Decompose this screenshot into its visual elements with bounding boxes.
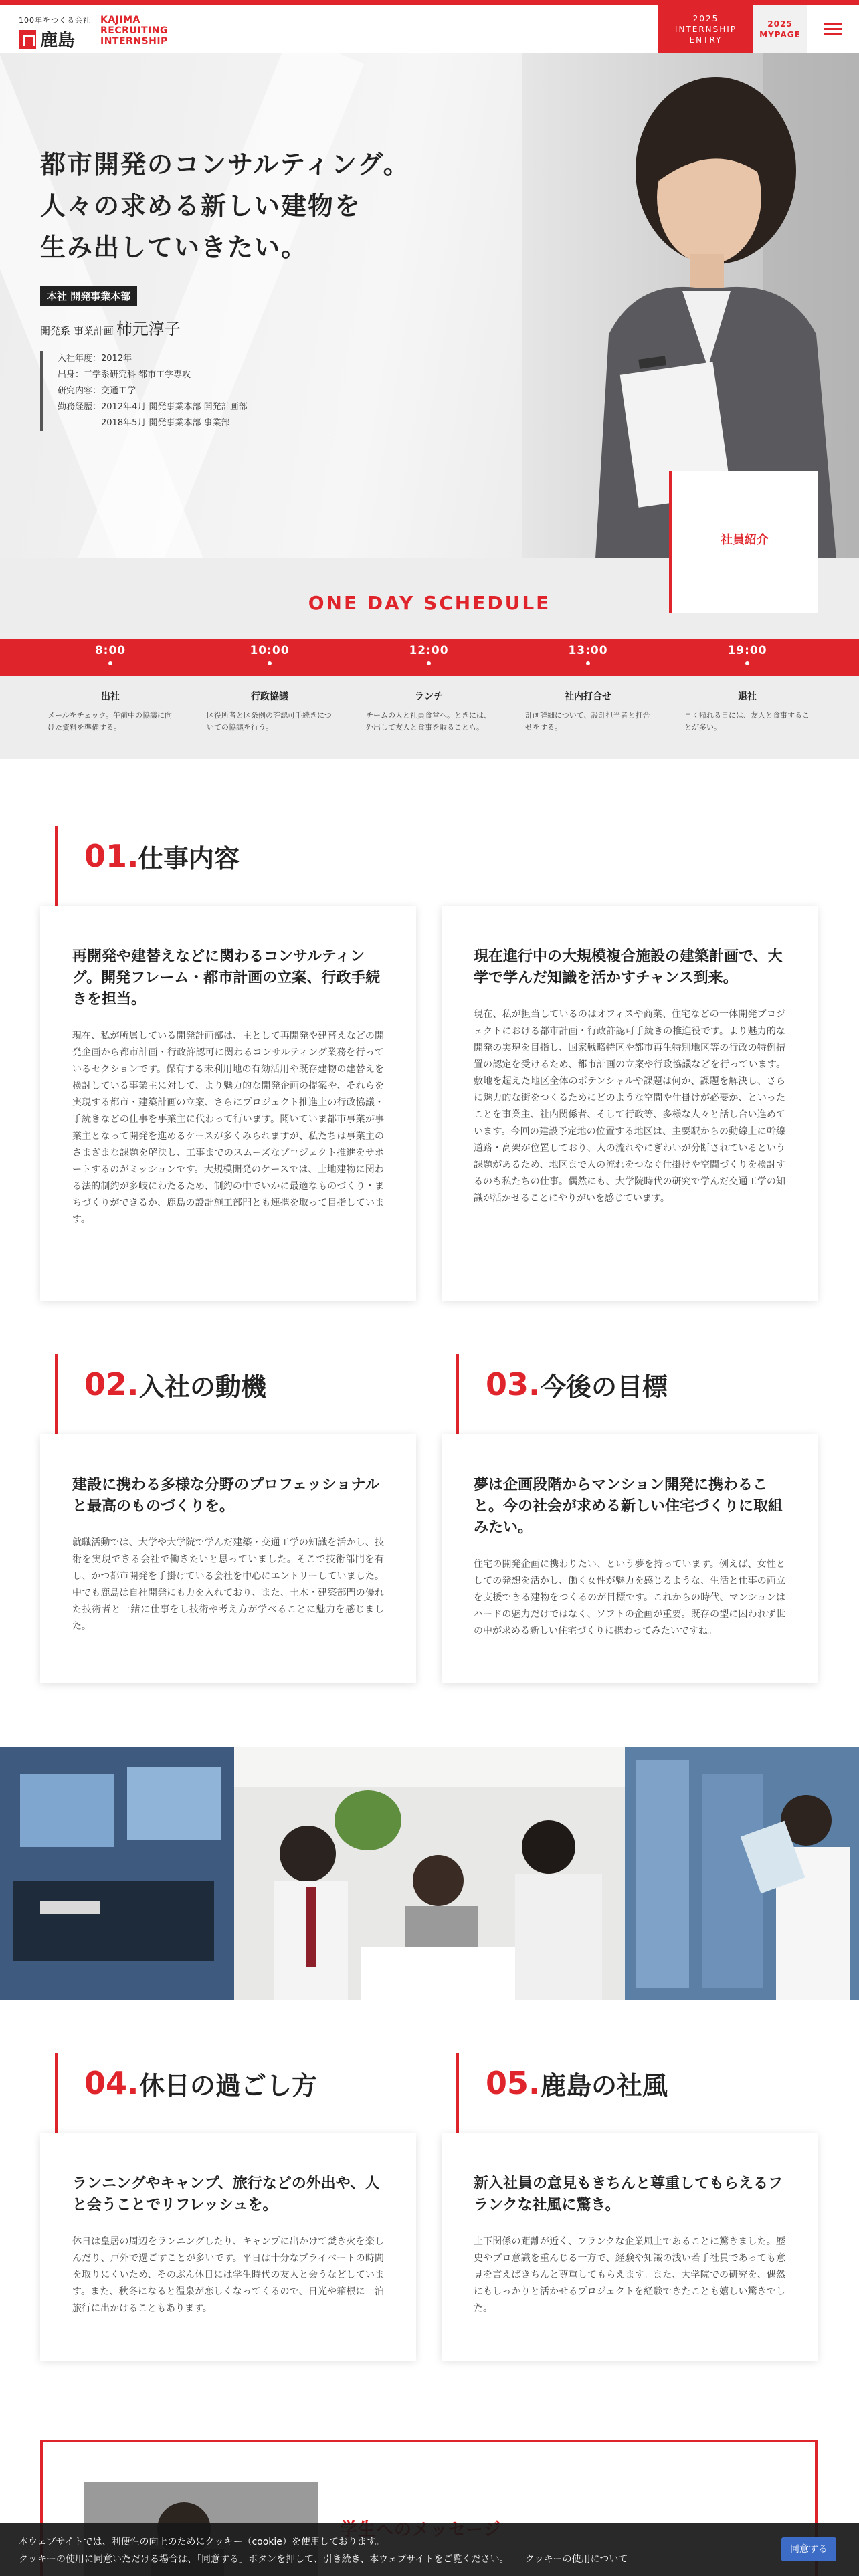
- schedule-item-desc: 計画詳細について、設計担当者と打合せをする。: [525, 711, 650, 732]
- cookie-agree-button[interactable]: 同意する: [781, 2537, 836, 2561]
- schedule-time: 13:00: [568, 644, 608, 657]
- schedule-title: ONE DAY SCHEDULE: [308, 592, 551, 614]
- schedule-time-slot: [37, 639, 184, 665]
- schedule-item-title: 退社: [738, 691, 757, 702]
- entry-label: ENTRY: [689, 35, 723, 45]
- employee-profile: [40, 351, 248, 431]
- schedule-item-title: 行政協議: [251, 691, 288, 702]
- site-name-line: INTERNSHIP: [100, 36, 168, 47]
- schedule-item: [196, 689, 343, 734]
- card-heading: 建設に携わる多様な分野のプロフェッショナルと最高のものづくりを。: [72, 1477, 380, 1515]
- cookie-line: 本ウェブサイトでは、利便性の向上のためにクッキー（cookie）を使用しております。: [19, 2537, 385, 2547]
- schedule-time: 19:00: [727, 644, 767, 657]
- motivation-card: [40, 1434, 416, 1683]
- section-title: 鹿島の社風: [541, 2071, 668, 2101]
- cookie-consent-banner: [0, 2523, 859, 2576]
- department-badge: 本社 開発事業本部: [40, 286, 137, 306]
- top-accent-bar: [0, 0, 859, 5]
- section-title: 入社の動機: [139, 1372, 267, 1402]
- schedule-item: [674, 689, 821, 734]
- employee-name-text: 柿元淳子: [116, 320, 181, 338]
- schedule-time-slot: [196, 639, 343, 665]
- culture-card: [442, 2133, 818, 2361]
- timeline-dot: [586, 661, 590, 665]
- profile-line: 入社年度：2012年: [58, 354, 132, 364]
- job-card-consulting: [40, 906, 416, 1301]
- card-body: 上下関係の距離が近く、フランクな企業風土であることに驚きました。歴史やプロ意識を重んじる一方で、経験や知識の浅い若手社員であっても意見を言えばきちんと尊重してもらえます。また、大学院での研究を、偶然にもしっかりと活かせるプロジェクトを経験できたことも嬉しい驚きでした。: [474, 2236, 785, 2314]
- schedule-item-desc: チームの人と社員食堂へ。ときには、外出して友人と食事を取ることも。: [366, 711, 491, 732]
- logo-tagline: 100年をつくる会社: [19, 16, 91, 25]
- holiday-card: [40, 2133, 416, 2361]
- headline-line: 生み出していきたい。: [40, 233, 308, 262]
- site-name[interactable]: [100, 15, 168, 47]
- employee-name: [40, 316, 181, 339]
- section-title: 休日の過ごし方: [139, 2071, 318, 2101]
- profile-line: 2018年5月 開発事業本部 事業部: [58, 418, 230, 428]
- cookie-text: [19, 2533, 628, 2568]
- schedule-item-desc: 早く帰れる日には、友人と食事することが多い。: [684, 711, 809, 732]
- employee-intro-link[interactable]: [669, 471, 818, 613]
- cookie-policy-link[interactable]: クッキーの使用について: [524, 2554, 628, 2565]
- schedule-item: [355, 689, 502, 734]
- hero-headline: [40, 144, 410, 268]
- timeline-dot: [745, 661, 749, 665]
- job-card-current-project: [442, 906, 818, 1301]
- profile-line: 研究内容：交通工学: [58, 386, 136, 396]
- card-body: 就職活動では、大学や大学院で学んだ建築・交通工学の知識を活かし、技術を実現できる会社で働きたいと思っていました。そこで技術部門を有し、かつ都市開発を手掛けている会社を中心にエントリーしていました。中でも鹿島は自社開発にも力を入れており、また、土木・建築部門の優れた技術者と一緒に仕事をし技術や考え方が学べることに魅力を感じました。: [72, 1537, 384, 1632]
- site-name-line: RECRUITING: [100, 25, 168, 36]
- entry-label: INTERNSHIP: [674, 25, 737, 34]
- schedule-time: 12:00: [409, 644, 449, 657]
- logo-name: 鹿島: [40, 31, 76, 51]
- cookie-line: クッキーの使用に同意いただける場合は、「同意する」ボタンを押して、引き続き、本ウェブサイトをご覧ください。: [19, 2554, 509, 2565]
- schedule-item-title: ランチ: [415, 691, 443, 702]
- section-number: 05.: [486, 2065, 541, 2101]
- schedule-item-title: 社内打合せ: [565, 691, 611, 702]
- employee-role: 開発系 事業計画: [40, 325, 114, 337]
- card-heading: 夢は企画段階からマンション開発に携わること。今の社会が求める新しい住宅づくりに取組みたい。: [474, 1477, 783, 1536]
- card-heading: 現在進行中の大規模複合施設の建築計画で、大学で学んだ知識を活かすチャンス到来。: [474, 948, 783, 986]
- mypage-button[interactable]: [753, 5, 807, 53]
- timeline-dot: [108, 661, 112, 665]
- schedule-time-slot: [355, 639, 502, 665]
- employee-intro-label: 社員紹介: [721, 533, 769, 547]
- kajima-logo[interactable]: [19, 15, 91, 51]
- mypage-year: 2025: [767, 19, 793, 29]
- schedule-time: 8:00: [94, 644, 126, 657]
- card-heading: ランニングやキャンプ、旅行などの外出や、人と会うことでリフレッシュを。: [72, 2175, 380, 2214]
- section-title: 今後の目標: [541, 1372, 668, 1402]
- profile-line: 勤務経歴：2012年4月 開発事業本部 開発計画部: [58, 402, 248, 412]
- site-name-line: KAJIMA: [100, 15, 140, 25]
- hero-x-decoration: [64, 53, 364, 558]
- schedule-item: [514, 689, 662, 734]
- headline-line: 人々の求める新しい建物を: [40, 191, 362, 221]
- schedule-item-desc: メールをチェック。午前中の協議に向けた資料を準備する。: [47, 711, 173, 732]
- section-number: 03.: [486, 1366, 541, 1402]
- timeline-dot: [268, 661, 272, 665]
- goal-card: [442, 1434, 818, 1683]
- timeline-dot: [427, 661, 431, 665]
- card-body: 住宅の開発企画に携わりたい、という夢を持っています。例えば、女性としての発想を活かし、働く女性が魅力を感じるような、生活と仕事の両立を支援できる建物をつくるのが目標です。これからの時代、マンションはハードの魅力だけではなく、ソフトの企画が重要。既存の型に囚われず世の中が求める新しい住宅づくりに携わってみたいですね。: [474, 1559, 785, 1636]
- entry-year: 2025: [692, 14, 719, 23]
- schedule-time-slot: [514, 639, 662, 665]
- logo-mark-icon: [19, 30, 36, 49]
- card-heading: 新入社員の意見もきちんと尊重してもらえるフランクな社風に驚き。: [474, 2175, 783, 2214]
- card-body: 現在、私が所属している開発計画部は、主として再開発や建替えなどの開発企画から都市計画・行政許認可に関わるコンサルティング業務を行っているセクションです。保有する未利用地の有効活用や既存建物の建替えを検討している事業主に対して、より魅力的な開発企画の提案や、それらを実現する都市・建築計画の立案、さらにプロジェクト推進上の行政協議・手続きなどの仕事を事業主に代わって行います。聞いていま都市事業が事業主となって開発を進めるケースが多くみられますが、私たちは事業主のさまざまな課題を解決し、工事までのスムーズなプロジェクト推進をサポートするのがミッションです。大規模開発のケースでは、土地建物に関わる法的制約が多岐にわたるため、制約の中でいかに最適なものづくり・まちづくりができるか、鹿島の設計施工部門とも連携を取って目指しています。: [72, 1031, 384, 1225]
- hamburger-icon[interactable]: [807, 5, 859, 53]
- headline-line: 都市開発のコンサルティング。: [40, 150, 410, 179]
- office-photo-strip: [0, 1747, 859, 2000]
- section-number: 04.: [84, 2065, 139, 2101]
- card-body: 休日は皇居の周辺をランニングしたり、キャンプに出かけて焚き火を楽しんだり、戸外で過ごすことが多いです。平日は十分なプライベートの時間を取りにくいため、そのぶん休日には学生時代の友人と会うなどしています。また、秋冬になると温泉が恋しくなってくるので、日光や箱根に一泊旅行に出かけることもあります。: [72, 2236, 384, 2314]
- schedule-timeline-bar: [0, 639, 859, 676]
- schedule-item-desc: 区役所者と区条例の許認可手続きについての協議を行う。: [207, 711, 332, 732]
- schedule-item: [37, 689, 184, 734]
- profile-line: 出身：工学系研究科 都市工学専攻: [58, 370, 191, 380]
- section-title: 仕事内容: [138, 844, 240, 873]
- mypage-label: MYPAGE: [759, 30, 801, 39]
- schedule-time: 10:00: [250, 644, 290, 657]
- schedule-item-title: 出社: [101, 691, 120, 702]
- schedule-time-slot: [674, 639, 821, 665]
- card-body: 現在、私が担当しているのはオフィスや商業、住宅などの一体開発プロジェクトにおける都市計画・行政許認可手続きの推進役です。より魅力的な開発の実現を目指し、国家戦略特区や都市再生特別地区等の行政の特例措置の認定を受けるため、都市計画の立案や行政協議などを行っています。敷地を超えた地区全体のポテンシャルや課題は何か、課題を解決し、さらに魅力的な街をつくるためにどのような空間や仕掛けが必要か、といったことを事業主、社内関係者、そして行政等、多様な人々と話し合い進めています。今回の建設予定地の位置する地区は、主要駅からの動線上に幹線道路・高架が位置しており、人の流れやにぎわいが分断されているという課題があるため、地区まで人の流れをつなぐ仕掛けや空間づくりを検討するのも私たちの仕事。偶然にも、大学院時代の研究で学んだ交通工学の知識が活かせることにやりがいを感じています。: [474, 1009, 785, 1204]
- section-number: 02.: [84, 1366, 139, 1402]
- card-heading: 再開発や建替えなどに関わるコンサルティング。開発フレーム・都市計画の立案、行政手続きを担当。: [72, 948, 381, 1008]
- section-number: 01.: [84, 838, 139, 874]
- internship-entry-button[interactable]: [658, 5, 753, 53]
